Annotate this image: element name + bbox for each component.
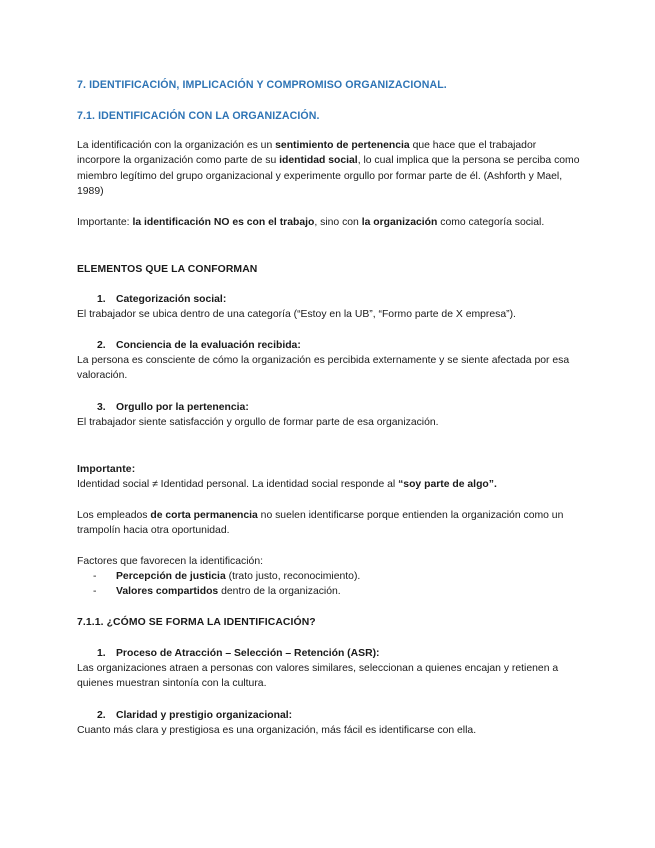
importante-paragraph: Importante: la identificación NO es con el trabajo, sino con la organización como categoría social. [77, 217, 545, 228]
elemento-title: 3. Orgullo por la pertenencia: [97, 402, 249, 413]
empleados-paragraph: Los empleados de corta permanencia no suelen identificarse porque entienden la organización como un trampolín hacia otra oportunidad. [77, 510, 564, 537]
elemento-title: 1. Categorización social: [97, 294, 227, 305]
factores-intro: Factores que favorecen la identificación: [77, 556, 263, 567]
elemento-text: El trabajador se ubica dentro de una categoría (“Estoy en la UB”, “Formo parte de X empresa”). [77, 309, 516, 320]
formacion-text: Las organizaciones atraen a personas con valores similares, seleccionan a quienes encajan y retienen a quienes muestran sintonía con la cultura. [77, 663, 559, 690]
list-item: - Percepción de justicia (trato justo, reconocimiento). [93, 571, 361, 582]
list-item: - Valores compartidos dentro de la organización. [93, 586, 341, 597]
elementos-heading: ELEMENTOS QUE LA CONFORMAN [77, 264, 258, 275]
formacion-title: 2. Claridad y prestigio organizacional: [97, 710, 293, 721]
elemento-text: El trabajador siente satisfacción y orgullo de formar parte de esa organización. [77, 417, 439, 428]
formacion-text: Cuanto más clara y prestigiosa es una organización, más fácil es identificarse con ella. [77, 725, 477, 736]
main-heading: 7. IDENTIFICACIÓN, IMPLICACIÓN Y COMPROMISO ORGANIZACIONAL. [77, 79, 447, 91]
section-heading: 7.1. IDENTIFICACIÓN CON LA ORGANIZACIÓN. [77, 110, 320, 122]
identidad-paragraph: Identidad social ≠ Identidad personal. La identidad social responde al “soy parte de algo”. [77, 479, 497, 490]
formacion-title: 1. Proceso de Atracción – Selección – Retención (ASR): [97, 648, 380, 659]
elemento-text: La persona es consciente de cómo la organización es percibida externamente y se siente afectada por esa valoración. [77, 355, 570, 382]
intro-paragraph: La identificación con la organización es un sentimiento de pertenencia que hace que el trabajador incorpore la organización como parte de su identidad social, lo cual implica que la persona se perciba como miembro legítimo del grupo organizacional y experimente orgullo por formar parte de él. (Ashforth y Mael, 1989) [77, 140, 580, 197]
subsection-heading: 7.1.1. ¿CÓMO SE FORMA LA IDENTIFICACIÓN? [77, 617, 316, 628]
elemento-title: 2. Conciencia de la evaluación recibida: [97, 340, 301, 351]
importante-label: Importante: [77, 464, 136, 475]
